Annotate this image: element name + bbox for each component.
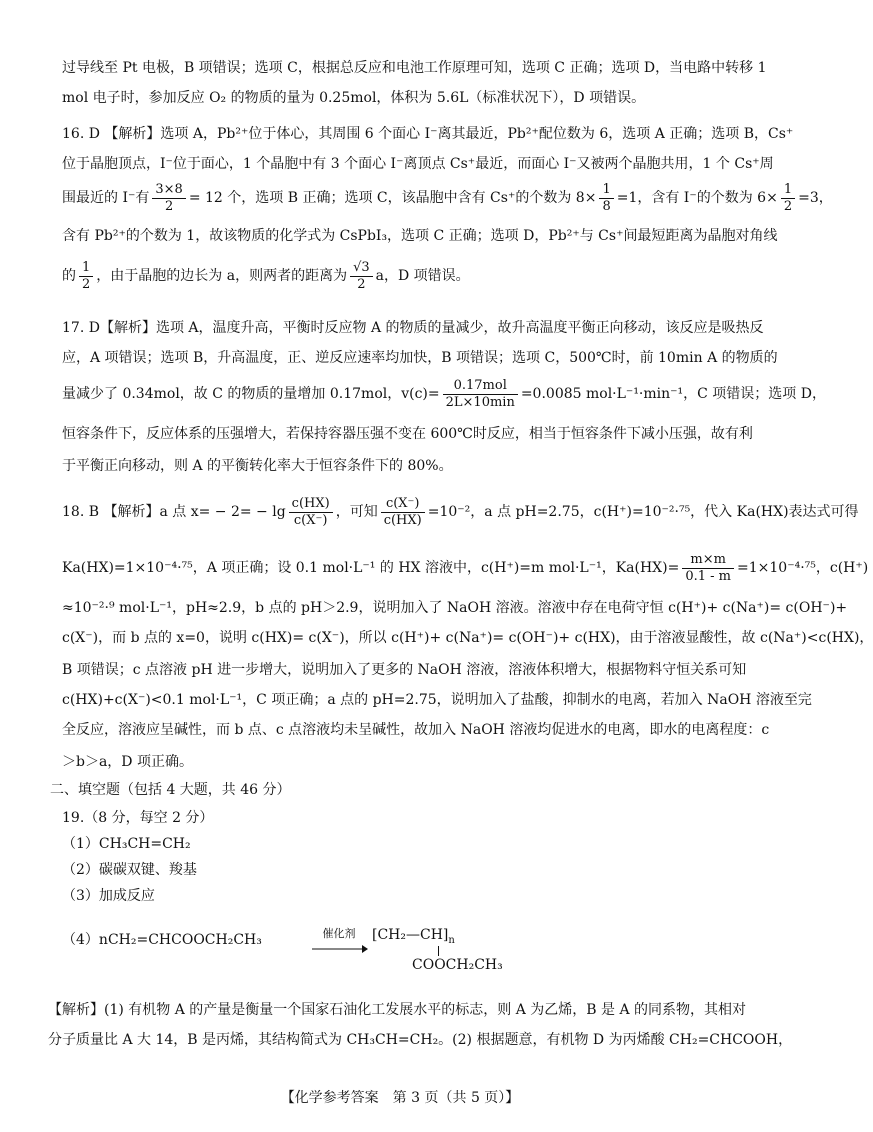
fraction-denominator: 2 — [82, 276, 91, 292]
bond-line — [438, 946, 439, 956]
text-span: =0.0085 mol·L⁻¹·min⁻¹，C 项错误；选项 D， — [520, 386, 826, 402]
page-footer: 【化学参考答案 第 3 页（共 5 页）】 — [280, 1090, 520, 1106]
fraction-numerator: c(X⁻) — [381, 496, 425, 513]
fraction — [781, 182, 795, 215]
text-line: 过导线至 Pt 电极，B 项错误；选项 C，根据总反应和电池工作原理可知，选项 C 正确；选项 D，当电路中转移 1 — [62, 60, 767, 76]
fraction-numerator: 1 — [599, 182, 613, 199]
q19-explanation: 分子质量比 A 大 14，B 是丙烯，其结构简式为 CH₃CH=CH₂。(2) 根据题意，有机物 D 为丙烯酸 CH₂=CHCOOH， — [48, 1032, 793, 1048]
fraction-numerator: m×m — [682, 552, 734, 569]
fraction-numerator: 3×8 — [152, 182, 185, 199]
reactant-formula: nCH₂=CHCOOCH₂CH₃ — [98, 932, 262, 948]
text-span: 围最近的 I⁻有 — [62, 190, 150, 206]
fraction — [350, 260, 373, 293]
text-span: Ka(HX)=1×10⁻⁴·⁷⁵，A 项正确；设 0.1 mol·L⁻¹ 的 HX 溶液中，c(H⁺)=m mol·L⁻¹，Ka(HX)= — [62, 560, 680, 576]
fraction-numerator: 0.17mol — [443, 378, 518, 395]
text-span: （4） — [62, 932, 99, 948]
text-span: =1，含有 I⁻的个数为 6× — [616, 190, 778, 206]
text-span: 18. B 【解析】a 点 x= − 2= − lg — [62, 504, 286, 520]
q16-line: 位于晶胞顶点，I⁻位于面心，1 个晶胞中有 3 个面心 I⁻离顶点 Cs⁺最近，而面心 I⁻又被两个晶胞共用，1 个 Cs⁺周 — [62, 156, 774, 172]
q16-line-fractions — [62, 180, 833, 216]
q17-line-fraction — [62, 374, 826, 414]
fraction — [79, 260, 93, 293]
fraction-denominator: 0.1 - m — [685, 568, 732, 584]
fraction-denominator: 2 — [783, 198, 793, 214]
q16-line: 16. D 【解析】选项 A，Pb²⁺位于体心，其周围 6 个面心 I⁻离其最近，Pb²⁺配位数为 6，选项 A 正确；选项 B，Cs⁺ — [62, 126, 794, 142]
q19-explanation: 【解析】(1) 有机物 A 的产量是衡量一个国家石油化工发展水平的标志，则 A 为乙烯，B 是 A 的同系物，其相对 — [48, 1002, 747, 1018]
fraction — [443, 378, 518, 411]
reaction-arrow — [310, 928, 368, 952]
q17-line: 17. D【解析】选项 A，温度升高，平衡时反应物 A 的物质的量减少，故升高温度平衡正向移动，该反应是吸热反 — [62, 320, 764, 336]
fraction — [599, 182, 613, 215]
q16-line-fractions — [62, 256, 752, 296]
arrow-icon — [310, 944, 368, 954]
q18-line: ＞b＞a，D 项正确。 — [62, 754, 193, 770]
text-span: ，由于晶胞的边长为 a，则两者的距离为 — [96, 268, 348, 284]
fraction — [289, 496, 333, 529]
q18-line: B 项错误；c 点溶液 pH 进一步增大，说明加入了更多的 NaOH 溶液，溶液体积增大，根据物料守恒关系可知 — [62, 662, 747, 678]
text-span: =10⁻²，a 点 pH=2.75，c(H⁺)=10⁻²·⁷⁵，代入 Ka(HX)表达式可得 — [427, 504, 859, 520]
q18-line: c(X⁻)，而 b 点的 x=0，说明 c(HX)= c(X⁻)，所以 c(H⁺)+ c(Na⁺)= c(OH⁻)+ c(HX)，由于溶液显酸性，故 c(Na⁺)<c(HX)， — [62, 630, 873, 646]
q17-line: 于平衡正向移动，则 A 的平衡转化率大于恒容条件下的 80%。 — [62, 458, 453, 474]
q18-line: c(HX)+c(X⁻)<0.1 mol·L⁻¹，C 项正确；a 点的 pH=2.75，说明加入了盐酸，抑制水的电离，若加入 NaOH 溶液至完 — [62, 692, 812, 708]
fraction-numerator: √3 — [350, 260, 373, 277]
text-span: ，可知 — [335, 504, 378, 520]
fraction-numerator: 1 — [781, 182, 795, 199]
q17-line: 恒容条件下，反应体系的压强增大，若保持容器压强不变在 600℃时反应，相当于恒容条件下减小压强，故有利 — [62, 426, 753, 442]
polymer-degree: n — [448, 934, 455, 946]
text-span: =3， — [798, 190, 833, 206]
fraction — [152, 182, 185, 215]
fraction-denominator: 2 — [357, 276, 366, 292]
q19-equation — [62, 920, 752, 980]
text-span: 的 — [62, 268, 76, 284]
fraction-denominator: c(HX) — [383, 512, 422, 528]
text-span: 量减少了 0.34mol，故 C 的物质的量增加 0.17mol，v(c)= — [62, 386, 440, 402]
text-span: a，D 项错误。 — [375, 268, 470, 284]
fraction-numerator: 1 — [79, 260, 93, 277]
q19-answer-1: （1）CH₃CH=CH₂ — [62, 836, 191, 852]
q16-line: 含有 Pb²⁺的个数为 1，故该物质的化学式为 CsPbI₃，选项 C 正确；选项 D，Pb²⁺与 Cs⁺间最短距离为晶胞对角线 — [62, 228, 778, 244]
fraction-numerator: c(HX) — [289, 496, 333, 513]
q19-heading: 19.（8 分，每空 2 分） — [62, 810, 214, 826]
q18-line-fraction — [62, 548, 869, 588]
fraction — [381, 496, 425, 529]
fraction-denominator: 2 — [164, 198, 174, 214]
polymer-chain: [CH₂—CH] — [372, 927, 449, 943]
fraction-denominator: c(X⁻) — [293, 512, 328, 528]
q19-answer-2: （2）碳碳双键、羧基 — [62, 862, 197, 878]
fraction-denominator: 2L×10min — [445, 394, 515, 410]
text-line: mol 电子时，参加反应 O₂ 的物质的量为 0.25mol，体积为 5.6L（标准状况下），D 项错误。 — [62, 90, 646, 106]
polymer-structure — [372, 924, 503, 974]
q18-line: 全反应，溶液应呈碱性，而 b 点、c 点溶液均未呈碱性，故加入 NaOH 溶液均促进水的电离，即水的电离程度：c — [62, 722, 770, 738]
equation-left — [62, 930, 262, 950]
text-span: = 12 个，选项 B 正确；选项 C，该晶胞中含有 Cs⁺的个数为 8× — [188, 190, 597, 206]
side-group: COOCH₂CH₃ — [412, 957, 503, 973]
q18-line: ≈10⁻²·⁹ mol·L⁻¹，pH≈2.9，b 点的 pH＞2.9，说明加入了 NaOH 溶液。溶液中存在电荷守恒 c(H⁺)+ c(Na⁺)= c(OH⁻)+ — [62, 600, 848, 616]
catalyst-label: 催化剂 — [322, 927, 356, 940]
q17-line: 应，A 项错误；选项 B，升高温度，正、逆反应速率均加快，B 项错误；选项 C，500℃时，前 10min A 的物质的 — [62, 350, 778, 366]
q19-answer-3: （3）加成反应 — [62, 888, 155, 904]
fraction-denominator: 8 — [602, 198, 611, 214]
section-heading: 二、填空题（包括 4 大题，共 46 分） — [50, 782, 291, 798]
q18-line-fractions — [62, 492, 859, 532]
text-span: =1×10⁻⁴·⁷⁵，c(H⁺) — [737, 560, 869, 576]
fraction — [682, 552, 734, 585]
